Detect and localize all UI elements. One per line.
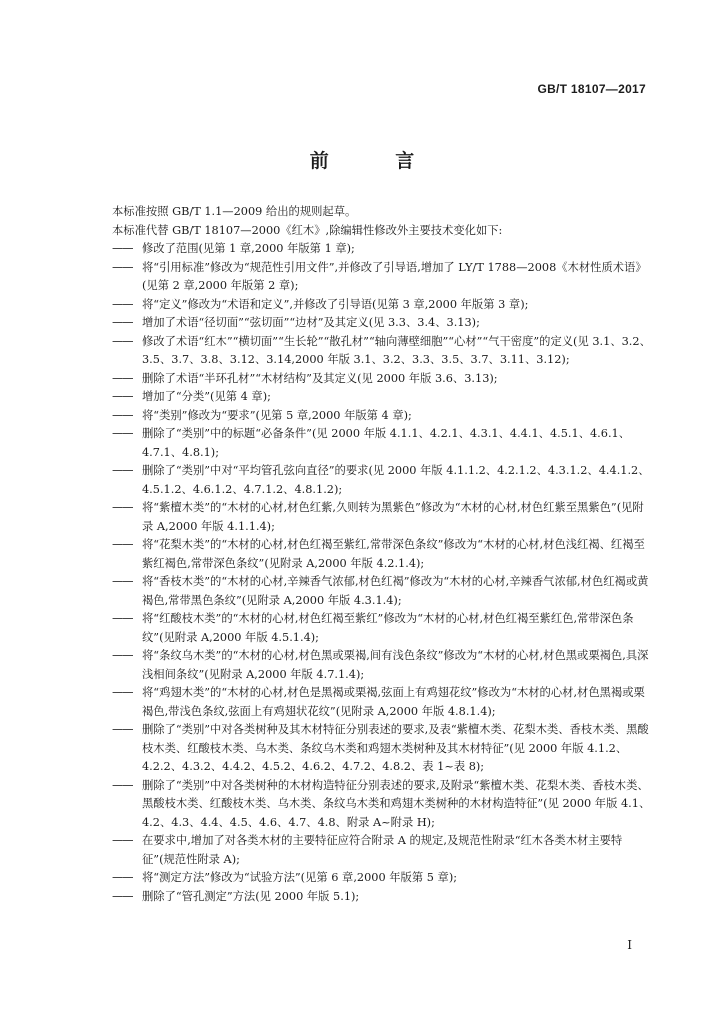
change-list-item xyxy=(112,684,652,721)
change-list-item xyxy=(112,647,652,684)
change-list-item xyxy=(112,536,652,573)
page-number: I xyxy=(627,938,632,952)
change-list-item xyxy=(112,407,652,426)
change-list-item xyxy=(112,721,652,777)
standard-number: GB/T 18107—2017 xyxy=(537,82,646,96)
dash-marker: —— xyxy=(112,464,133,477)
dash-marker: —— xyxy=(112,408,133,422)
change-list-item-text: 删除了“类别”中对各类树种及其木材特征分别表述的要求,及表“紫檀木类、花梨木类、香枝木类、黑酸枝木类、红酸枝木类、乌木类、条纹乌木类和鸡翅木类树种及其木材特征”(见 2000 年版 4.1.2、4.2.2、4.3.2、4.4.2、4.5.2、4.6.2、4.7.2、4.8.2、表 1~表 8); xyxy=(142,723,649,773)
dash-marker: —— xyxy=(112,723,133,736)
change-list-item xyxy=(112,240,652,259)
dash-marker: —— xyxy=(112,612,133,625)
dash-marker: —— xyxy=(112,260,133,274)
page-title: 前 言 xyxy=(309,150,445,172)
dash-marker: —— xyxy=(112,242,133,255)
change-list-item-text: 增加了“分类”(见第 4 章); xyxy=(142,390,271,403)
dash-marker: —— xyxy=(112,371,133,385)
change-list-item xyxy=(112,388,652,407)
change-list-item-text: 将“红酸枝木类”的“木材的心材,材色红褐至紫红”修改为“木材的心材,材色红褐至紫红色,常带深色条纹”(见附录 A,2000 年版 4.5.1.4); xyxy=(142,612,634,644)
change-list-item xyxy=(112,425,652,462)
change-list-item xyxy=(112,832,652,869)
change-list-item-text: 删除了“类别”中的标题“必备条件”(见 2000 年版 4.1.1、4.2.1、4.3.1、4.4.1、4.5.1、4.6.1、4.7.1、4.8.1); xyxy=(142,427,631,459)
change-list-item xyxy=(112,333,652,370)
change-list-item-text: 修改了范围(见第 1 章,2000 年版第 1 章); xyxy=(142,242,355,255)
change-list-item xyxy=(112,610,652,647)
change-list-item-text: 将“类别”修改为“要求”(见第 5 章,2000 年版第 4 章); xyxy=(142,408,412,422)
change-list xyxy=(112,240,652,906)
change-list-item-text: 修改了术语“红木”“横切面”“生长轮”“散孔材”“轴向薄壁细胞”“心材”“气干密度”的定义(见 3.1、3.2、3.5、3.7、3.8、3.12、3.14,2000 年版 3.1、3.2、3.3、3.5、3.7、3.11、3.12); xyxy=(142,334,651,366)
change-list-item-text: 将“条纹乌木类”的“木材的心材,材色黑或栗褐,间有浅色条纹”修改为“木材的心材,材色黑或栗褐色,具深浅相间条纹”(见附录 A,2000 年版 4.7.1.4); xyxy=(142,649,649,681)
change-list-item-text: 将“引用标准”修改为“规范性引用文件”,并修改了引导语,增加了 LY/T 1788—2008《木材性质术语》(见第 2 章,2000 年版第 2 章); xyxy=(142,260,647,292)
change-list-item xyxy=(112,869,652,888)
dash-marker: —— xyxy=(112,427,133,440)
dash-marker: —— xyxy=(112,316,133,329)
change-list-item xyxy=(112,888,652,907)
dash-marker: —— xyxy=(112,501,133,514)
change-list-item xyxy=(112,296,652,315)
intro-paragraph: 本标准代替 GB/T 18107—2000《红木》,除编辑性修改外主要技术变化如下: xyxy=(112,223,503,237)
change-list-item xyxy=(112,573,652,610)
change-list-item xyxy=(112,259,652,296)
change-list-item-text: 将“鸡翅木类”的“木材的心材,材色是黑褐或栗褐,弦面上有鸡翅花纹”修改为“木材的心材,材色黑褐或栗褐色,带浅色条纹,弦面上有鸡翅状花纹”(见附录 A,2000 年版 4.8.1.4); xyxy=(142,686,645,718)
change-list-item-text: 在要求中,增加了对各类木材的主要特征应符合附录 A 的规定,及规范性附录“红木各类木材主要特征”(规范性附录 A); xyxy=(142,834,623,866)
dash-marker: —— xyxy=(112,334,133,348)
change-list-item-text: 删除了“管孔测定”方法(见 2000 年版 5.1); xyxy=(142,889,360,903)
dash-marker: —— xyxy=(112,889,133,903)
change-list-item-text: 将“紫檀木类”的“木材的心材,材色红紫,久则转为黑紫色”修改为“木材的心材,材色红紫至黑紫色”(见附录 A,2000 年版 4.1.1.4); xyxy=(142,501,644,533)
dash-marker: —— xyxy=(112,778,133,792)
change-list-item xyxy=(112,777,652,833)
change-list-item-text: 将“定义”修改为“术语和定义”,并修改了引导语(见第 3 章,2000 年版第 3 章); xyxy=(142,297,529,311)
change-list-item xyxy=(112,370,652,389)
dash-marker: —— xyxy=(112,297,133,311)
dash-marker: —— xyxy=(112,538,133,551)
dash-marker: —— xyxy=(112,575,133,588)
foreword-body xyxy=(112,203,652,906)
change-list-item xyxy=(112,462,652,499)
dash-marker: —— xyxy=(112,686,133,699)
change-list-item-text: 将“花梨木类”的“木材的心材,材色红褐至紫红,常带深色条纹”修改为“木材的心材,材色浅红褐、红褐至紫红褐色,常带深色条纹”(见附录 A,2000 年版 4.2.1.4); xyxy=(142,538,645,570)
change-list-item-text: 删除了术语“半环孔材”“木材结构”及其定义(见 2000 年版 3.6、3.13); xyxy=(142,371,498,385)
dash-marker: —— xyxy=(112,649,133,662)
change-list-item xyxy=(112,314,652,333)
change-list-item-text: 删除了“类别”中对各类树种的木材构造特征分别表述的要求,及附录“紫檀木类、花梨木类、香枝木类、黑酸枝木类、红酸枝木类、乌木类、条纹乌木类和鸡翅木类树种的木材构造特征”(见 2000 年版 4.1、4.2、4.3、4.4、4.5、4.6、4.7、4.8、附录 A~附录 H); xyxy=(142,778,651,829)
change-list-item-text: 将“测定方法”修改为“试验方法”(见第 6 章,2000 年版第 5 章); xyxy=(142,871,458,884)
change-list-item xyxy=(112,499,652,536)
dash-marker: —— xyxy=(112,871,133,884)
change-list-item-text: 增加了术语“径切面”“弦切面”“边材”及其定义(见 3.3、3.4、3.13); xyxy=(142,316,480,329)
change-list-item-text: 删除了“类别”中对“平均管孔弦向直径”的要求(见 2000 年版 4.1.1.2、4.2.1.2、4.3.1.2、4.4.1.2、4.5.1.2、4.6.1.2、4.7.1.2、4.8.1.2); xyxy=(142,464,650,496)
intro-paragraph: 本标准按照 GB/T 1.1—2009 给出的规则起草。 xyxy=(112,205,357,218)
dash-marker: —— xyxy=(112,390,133,403)
change-list-item-text: 将“香枝木类”的“木材的心材,辛辣香气浓郁,材色红褐”修改为“木材的心材,辛辣香气浓郁,材色红褐或黄褐色,常带黑色条纹”(见附录 A,2000 年版 4.3.1.4); xyxy=(142,575,649,607)
dash-marker: —— xyxy=(112,834,133,847)
